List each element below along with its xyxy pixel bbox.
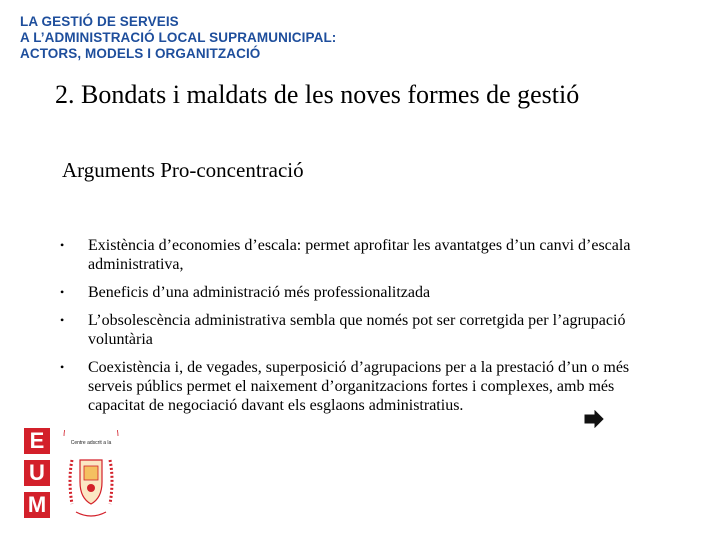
slide-title: 2. Bondats i maldats de les noves formes de gestió [55, 80, 580, 109]
bullet-dot: • [60, 285, 65, 299]
bullet-text: L’obsolescència administrativa sembla que només pot ser corretgida per l’agrupació voluntària [88, 312, 626, 348]
bullet-text: Beneficis d’una administració més professionalitzada [88, 284, 431, 301]
bullet-item [60, 283, 665, 302]
bullet-text: Coexistència i, de vegades, superposició d’agrupacions per a la prestació d’un o més serveis públics permet el naixement d’organitzacions fortes i complexes, amb més capacitat de negociació davant els esglaons administratius. [88, 359, 630, 414]
logo-letter-e: E [24, 428, 50, 454]
bullet-dot: • [60, 238, 65, 252]
arrow-right-icon[interactable] [583, 410, 605, 428]
logo-letter-m: M [24, 492, 50, 518]
bullet-item [60, 311, 665, 349]
section-title: Arguments Pro-concentració [62, 158, 304, 182]
header-line-3: ACTORS, MODELS I ORGANITZACIÓ [20, 46, 261, 61]
bullet-item [60, 358, 665, 415]
eum-logo [24, 428, 120, 524]
bullet-dot: • [60, 313, 65, 327]
header-line-1: LA GESTIÓ DE SERVEIS [20, 14, 179, 29]
logo-letter-u: U [24, 460, 50, 486]
presentation-header [20, 14, 336, 62]
bullet-dot: • [60, 360, 65, 374]
bullet-text: Existència d’economies d’escala: permet aprofitar les avantatges d’un canvi d’escala administrativa, [88, 237, 631, 273]
eum-letters [24, 428, 54, 524]
bullet-list [60, 236, 665, 424]
bullet-item [60, 236, 665, 274]
svg-text:Centre adscrit a la: Centre adscrit a la [70, 440, 112, 446]
header-line-2: A L’ADMINISTRACIÓ LOCAL SUPRAMUNICIPAL: [20, 30, 337, 45]
university-seal-icon [62, 430, 120, 522]
